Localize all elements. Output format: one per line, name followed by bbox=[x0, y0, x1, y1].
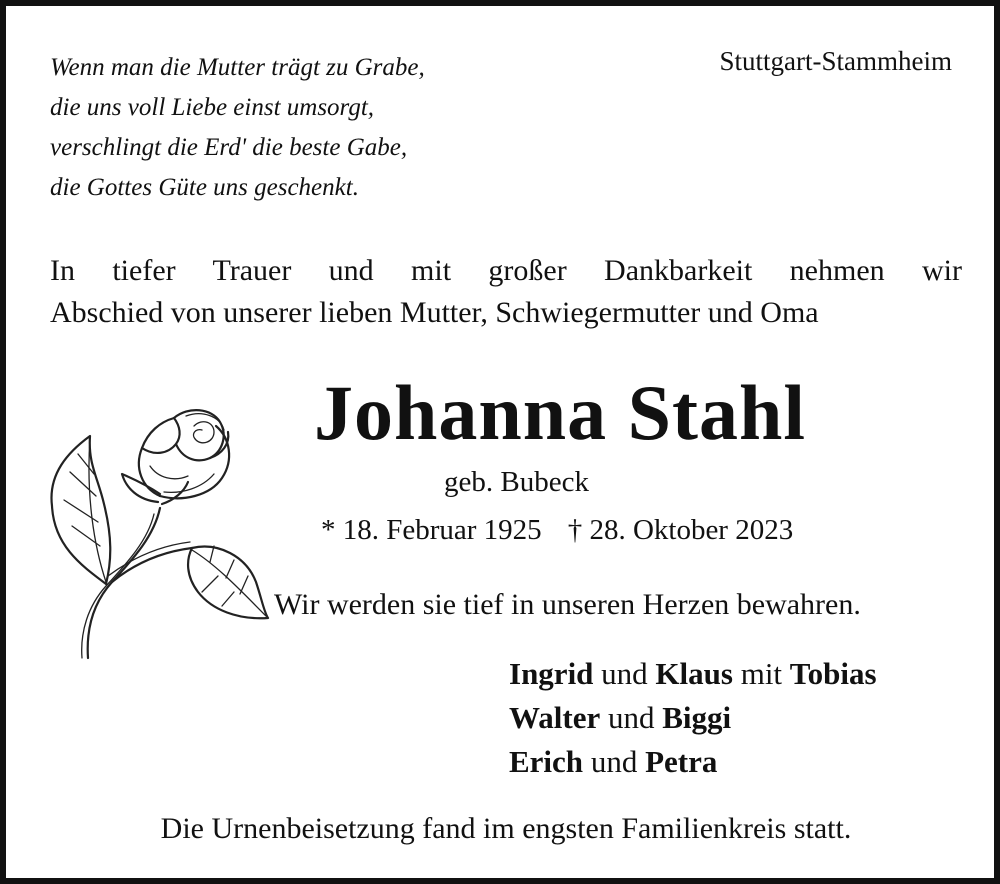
family-member: Erich bbox=[509, 744, 584, 779]
connector-text: und bbox=[593, 656, 656, 691]
family-row bbox=[509, 740, 877, 784]
life-dates bbox=[321, 514, 793, 547]
maiden-name: geb. Bubeck bbox=[444, 466, 589, 498]
family-member: Biggi bbox=[662, 700, 732, 735]
connector-text: mit bbox=[732, 656, 790, 691]
poem-line: verschlingt die Erd' die beste Gabe, bbox=[50, 134, 408, 161]
family-row bbox=[509, 652, 877, 696]
death-date: † 28. Oktober 2023 bbox=[567, 514, 794, 546]
poem-line: die uns voll Liebe einst umsorgt, bbox=[50, 94, 375, 121]
poem-line: die Gottes Güte uns geschenkt. bbox=[50, 174, 359, 201]
family-member: Petra bbox=[645, 744, 718, 779]
burial-note: Die Urnenbeisetzung fand im engsten Familienkreis statt. bbox=[160, 812, 852, 845]
deceased-name: Johanna Stahl bbox=[314, 369, 807, 456]
family-row bbox=[509, 696, 877, 740]
rose-icon bbox=[42, 396, 292, 666]
family-member: Walter bbox=[509, 700, 601, 735]
connector-text: und bbox=[600, 700, 663, 735]
family-member: Klaus bbox=[655, 656, 733, 691]
family-member: Tobias bbox=[789, 656, 877, 691]
family-member: Ingrid bbox=[509, 656, 594, 691]
poem-line: Wenn man die Mutter trägt zu Grabe, bbox=[50, 54, 425, 81]
intro-line: In tiefer Trauer und mit großer Dankbarkeit nehmen wir bbox=[50, 254, 962, 287]
connector-text: und bbox=[583, 744, 646, 779]
intro-line: Abschied von unserer lieben Mutter, Schwiegermutter und Oma bbox=[50, 296, 819, 329]
birth-date: * 18. Februar 1925 bbox=[321, 514, 542, 546]
family-signatures bbox=[509, 652, 877, 784]
poem bbox=[50, 48, 425, 208]
intro-text bbox=[50, 250, 962, 334]
memorial-quote: Wir werden sie tief in unseren Herzen bewahren. bbox=[274, 588, 861, 621]
place-name: Stuttgart-Stammheim bbox=[719, 46, 952, 76]
